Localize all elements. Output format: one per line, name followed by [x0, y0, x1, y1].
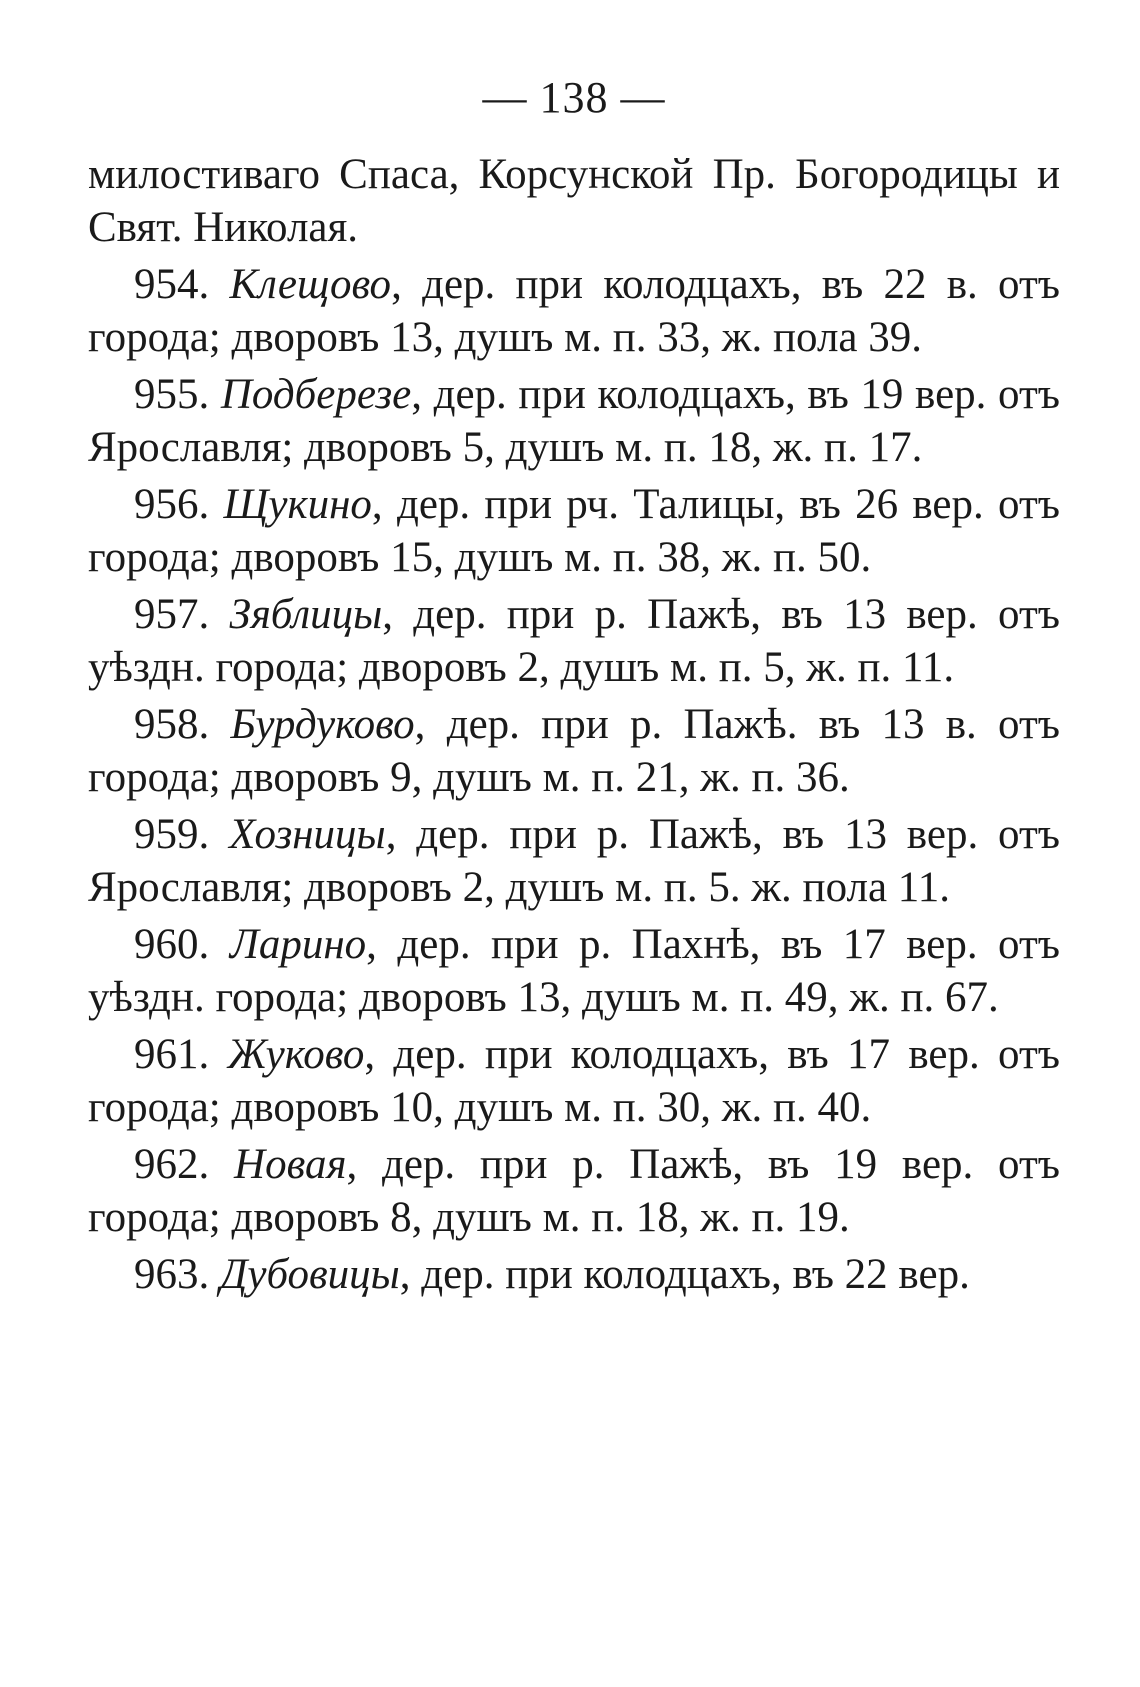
book-page	[88, 70, 1060, 1305]
entry-959	[88, 808, 1060, 914]
entry-text: , дер. при р. Пажѣ, въ 13 вер. отъ Ярославля; дворовъ 2, душъ м. п. 5. ж. пола 11.	[88, 811, 1061, 911]
entry-text: , дер. при колодцахъ, въ 22 в. отъ города; дворовъ 13, душъ м. п. 33, ж. пола 39.	[88, 261, 1061, 361]
entry-number: 959.	[134, 811, 210, 858]
entry-961	[88, 1028, 1060, 1134]
page-number: — 138 —	[482, 73, 666, 122]
entry-name: Бурдуково	[230, 701, 415, 748]
entry-955	[88, 368, 1060, 474]
entry-957	[88, 588, 1060, 694]
entry-number: 960.	[134, 921, 210, 968]
entry-956	[88, 478, 1060, 584]
entry-name: Жуково	[227, 1031, 365, 1078]
entry-text: , дер. при р. Пажѣ. въ 13 в. отъ города; дворовъ 9, душъ м. п. 21, ж. п. 36.	[88, 701, 1061, 801]
entry-number: 956.	[134, 481, 210, 528]
entry-name: Ларино	[229, 921, 367, 968]
entry-name: Подберезе	[220, 371, 412, 418]
entry-text: , дер. при колодцахъ, въ 17 вер. отъ города; дворовъ 10, душъ м. п. 30, ж. п. 40.	[88, 1031, 1060, 1131]
entry-960	[88, 918, 1060, 1024]
continuation-paragraph: милостиваго Спаса, Корсунской Пр. Богородицы и Свят. Николая.	[88, 151, 1060, 251]
entry-number: 962.	[134, 1141, 210, 1188]
entry-name: Зяблицы	[229, 591, 383, 638]
entry-name: Клещово	[229, 261, 392, 308]
entry-number: 958.	[134, 701, 210, 748]
entry-text: , дер. при р. Пажѣ, въ 19 вер. отъ города; дворовъ 8, душъ м. п. 18, ж. п. 19.	[88, 1141, 1061, 1241]
entry-number: 963.	[134, 1251, 210, 1298]
entry-text: , дер. при рч. Талицы, въ 26 вер. отъ города; дворовъ 15, душъ м. п. 38, ж. п. 50.	[88, 481, 1061, 581]
entry-text: , дер. при р. Пажѣ, въ 13 вер. отъ уѣздн. города; дворовъ 2, душъ м. п. 5, ж. п. 11.	[88, 591, 1060, 691]
entry-name: Хозницы	[229, 811, 386, 858]
entry-number: 954.	[134, 261, 210, 308]
entry-text: , дер. при колодцахъ, въ 22 вер.	[399, 1251, 970, 1298]
entry-number: 955.	[134, 371, 210, 418]
entry-962	[88, 1138, 1060, 1244]
entry-text: , дер. при р. Пахнѣ, въ 17 вер. отъ уѣздн. города; дворовъ 13, душъ м. п. 49, ж. п. 67.	[88, 921, 1060, 1021]
entry-name: Дубовицы	[220, 1251, 400, 1298]
entry-text: , дер. при колодцахъ, въ 19 вер. отъ Ярославля; дворовъ 5, душъ м. п. 18, ж. п. 17.	[88, 371, 1061, 471]
entry-954	[88, 258, 1060, 364]
entry-963	[88, 1248, 1060, 1301]
entry-number: 957.	[134, 591, 210, 638]
entry-name: Новая	[234, 1141, 347, 1188]
entry-958	[88, 698, 1060, 804]
entry-name: Щукино	[223, 481, 372, 528]
entry-number: 961.	[134, 1031, 210, 1078]
